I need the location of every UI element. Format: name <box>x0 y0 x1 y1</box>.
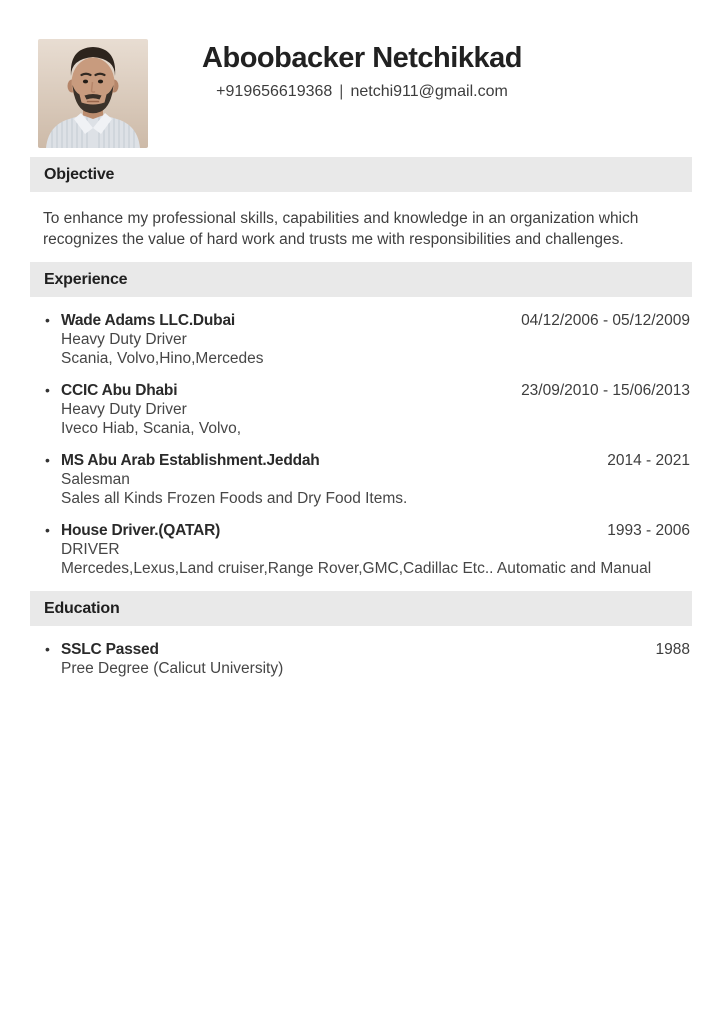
entry-company: CCIC Abu Dhabi <box>61 382 178 399</box>
section-title: Experience <box>44 270 128 288</box>
entry-details: Iveco Hiab, Scania, Volvo, <box>61 420 242 437</box>
entry-company: MS Abu Arab Establishment.Jeddah <box>61 452 320 469</box>
entry-company: House Driver.(QATAR) <box>61 522 221 539</box>
education-entry <box>45 640 690 678</box>
entry-dates: 2014 - 2021 <box>607 452 690 469</box>
entry-dates: 23/09/2010 - 15/06/2013 <box>521 382 690 399</box>
contact-line <box>0 83 724 101</box>
objective-text: To enhance my professional skills, capabilities and knowledge in an organization which recognizes the value of hard work and trusts me with responsibilities and challenges. <box>43 210 639 248</box>
resume-header <box>0 0 724 157</box>
section-title: Objective <box>44 165 115 183</box>
experience-entries <box>0 297 724 578</box>
entry-dates: 1988 <box>655 641 690 658</box>
entry-title-row <box>61 451 690 470</box>
entry-role: Salesman <box>61 471 130 488</box>
entry-title-row <box>61 381 690 400</box>
section-header-education <box>30 591 692 626</box>
entry-body <box>61 311 690 368</box>
section-header-experience <box>30 262 692 297</box>
bullet-icon: • <box>45 522 50 538</box>
entry-details: Scania, Volvo,Hino,Mercedes <box>61 350 264 367</box>
entry-company: Wade Adams LLC.Dubai <box>61 312 235 329</box>
entry-details: Mercedes,Lexus,Land cruiser,Range Rover,GMC,Cadillac Etc.. Automatic and Manual <box>61 560 652 577</box>
entry-role: DRIVER <box>61 541 120 558</box>
section-title: Education <box>44 599 120 617</box>
email-address: netchi911@gmail.com <box>350 83 508 100</box>
entry-body <box>61 640 690 678</box>
experience-entry <box>45 381 690 438</box>
entry-body <box>61 521 690 578</box>
entry-title-row <box>61 640 690 659</box>
entry-dates: 1993 - 2006 <box>607 522 690 539</box>
education-entries <box>0 626 724 678</box>
entry-details: Sales all Kinds Frozen Foods and Dry Food Items. <box>61 490 408 507</box>
bullet-icon: • <box>45 312 50 328</box>
entry-qualification: SSLC Passed <box>61 641 159 658</box>
entry-title-row <box>61 311 690 330</box>
experience-entry <box>45 451 690 508</box>
entry-detail: Pree Degree (Calicut University) <box>61 660 284 677</box>
bullet-icon: • <box>45 382 50 398</box>
phone-number: +919656619368 <box>216 83 333 100</box>
entry-body <box>61 451 690 508</box>
experience-entry <box>45 311 690 368</box>
bullet-icon: • <box>45 452 50 468</box>
entry-title-row <box>61 521 690 540</box>
contact-separator: | <box>339 83 344 100</box>
bullet-icon: • <box>45 641 50 657</box>
entry-role: Heavy Duty Driver <box>61 331 187 348</box>
header-text-block <box>0 41 724 101</box>
experience-entry <box>45 521 690 578</box>
entry-body <box>61 381 690 438</box>
candidate-name: Aboobacker Netchikkad <box>202 42 522 74</box>
section-header-objective <box>30 157 692 192</box>
entry-role: Heavy Duty Driver <box>61 401 187 418</box>
entry-dates: 04/12/2006 - 05/12/2009 <box>521 312 690 329</box>
